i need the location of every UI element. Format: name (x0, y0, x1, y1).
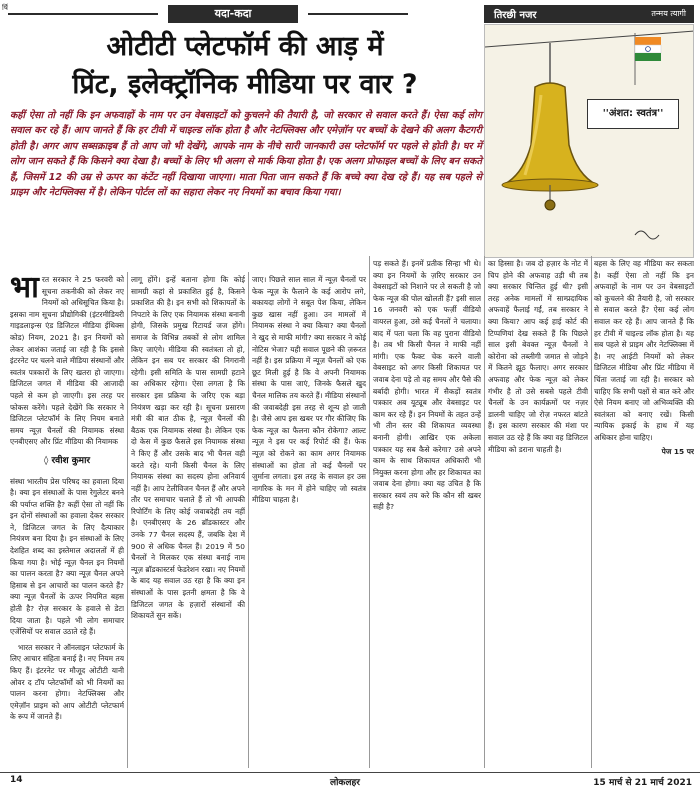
headline-line-2: प्रिंट, इलेक्ट्रॉनिक मीडिया पर वार ? (72, 69, 418, 100)
publication-name: लोकलहर (330, 778, 360, 788)
page-footer (0, 772, 700, 788)
article-column-5 (488, 258, 588, 455)
article-column-4 (373, 258, 481, 513)
bell-flag-drawing (485, 25, 694, 258)
continued-on-page: पेज 15 पर (661, 446, 694, 456)
article-column-2 (131, 274, 245, 622)
column-3-text: जाए। पिछले साल साल में न्यूज़ चैनलों पर फेक न्यूज़ के फैलाने के कई आरोप लगे, बकायदा लोगों ने सबूत पेश किया, लेकिन कुछ खास नहीं हुआ। उन मामलों में नियामक संस्था ने क्या किया? क्या चैनलों ने खुद से माफी मांगी? क्या सरकार ने कोई नोटिस भेजा? यही सवाल पूछने की ज़रूरत नहीं है। इस प्रक्रिया में न्यूज़ चैनलों को एक छूट मिली हुई है कि वे अपनी नियामक संस्था के पास जाएं, जिनके फैसले खुद चैनल मालिक तय करते हैं। मीडिया संस्थानों की जवाबदेही इस तरह से शून्य हो जाती है। जैसे आप इस खबर पर गौर कीजिए कि फेक न्यूज़ का फैलना कौन रोकेगा? आल्ट न्यूज़ ने इस पर कई रिपोर्ट की हैं। फेक न्यूज़ को रोकने का काम अगर नियामक संस्थाओं का होता तो कई चैनलों पर जुर्माना लगता। इस तरह के सवाल हर उस नागरिक के मन में होने चाहिए जो स्वतंत्र मीडिया चाहता है। (252, 275, 366, 505)
lead-paragraph: कहीं ऐसा तो नहीं कि इन अफवाहों के नाम पर उन वेबसाइटों को कुचलने की तैयारी है, जो सरकार से सवाल करते हैं। ऐसा कई लोग सवाल कर रहे हैं। आप जानते हैं कि हर टीवी में चाइल्ड लॉक होता है और नेटफ्लिक्स और एमेज़ॉन पर बच्चों के देखने की अलग कैटगरी होती है। अगर आप सब्सक्राइब हैं तो आप जो भी देखेंगे, आपके नाम के नीचे सारी जानकारी उस प्लेटफॉर्म पर पहले से होती है। घर में लोग जान सकते हैं कि किसने क्या देखा है। बच्चों के लिए भी अलग से मार्क किया होता है। एक अलग प्रोफाइल बच्चों के लिए बन सकते हैं, जिसमें 12 की उम्र से ऊपर का कंटेंट नहीं दिखाया जाएगा। माता पिता जान सकते हैं कि बच्चे क्या देख रहे हैं। यह सब पहले से प्राइम और नेटफ्लिक्स में है। लेकिन पोर्टल लों का सहारा लेकर नए नियमों का बचाव किया गया। (10, 110, 482, 199)
sidebar-mark: र्षि (2, 4, 8, 12)
bell-icon (502, 83, 598, 210)
column-5-text: का हिस्सा है। जब दो हज़ार के नोट में चिप होने की अफवाह उड़ी थी तब क्या सरकार चिन्तित हुई थी? इसी तरह अनेक मामलों में साम्प्रदायिक अफवाहें फैलाई गईं, तब सरकार ने क्या किया? आप कई हाई कोर्ट की टिप्पणियां देख सकते हैं कि पिछले साल इसी बेवक्त न्यूज़ चैनलों ने कोरोना को तब्लीगी जमात से जोड़ने में कितने झूठ फैलाए। अगर सरकार अफवाह और फेक न्यूज़ को लेकर गंभीर है तो उसे सबसे पहले टीवी चैनलों के उन कार्यक्रमों पर नज़र डालनी चाहिए जो रोज़ नफरत बांटते हैं। इस कारण सरकार की मंशा पर सवाल उठ रहे हैं कि क्या वह डिजिटल मीडिया को डराना चाहती है। (488, 259, 588, 454)
article-column-6 (594, 258, 694, 457)
column-divider (248, 272, 249, 768)
headline (10, 28, 480, 104)
issue-date: 15 मार्च से 21 मार्च 2021 (593, 778, 692, 788)
column-divider (484, 256, 485, 768)
column-4-text: पड़ सकते हैं। इनमें प्रतीक सिन्हा भी थे। क्या इन नियमों के ज़रिए सरकार उन वेबसाइटों को निशाने पर ले सकती है जो फेक न्यूज़ की पोल खोलती हैं? इसी साल 16 जनवरी को एक फर्ज़ी वीडियो वायरल हुआ, उसे कई चैनलों ने चलाया। बाद में पता चला कि वह पुराना वीडियो है। तब भी किसी चैनल ने माफी नहीं मांगी। एक फैक्ट चेक करने वाली वेबसाइट को अगर किसी शिकायत पर जवाब देना पड़े तो वह समय और पैसे की बर्बादी होगी। भारत में सैकड़ों स्वतंत्र पत्रकार अब यूट्यूब और वेबसाइट पर काम कर रहे हैं। इन नियमों के तहत उन्हें भी तीन स्तर की शिकायत व्यवस्था बनानी होगी। आखिर एक अकेला पत्रकार यह सब कैसे करेगा? उसे अपने काम के साथ शिकायत अधिकारी भी नियुक्त करना होगा और हर शिकायत का जवाब देना होगा। क्या यह उचित है कि सरकार स्वयं तय करे कि कौन सी खबर सही है? (373, 259, 481, 512)
cartoon-illustration (484, 24, 694, 258)
column-1-paragraph-2: भारत सरकार ने ऑनलाइन प्लेटफार्म के लिए आचार संहिता बनाई है। नए नियम तय किए हैं। इंटरनेट पर मौजूद ओटीटी यानी ओवर द टॉप प्लेटफॉर्मों को भी नियमों का पालन करना होगा। नेटफ्लिक्स और एमेज़ॉन प्राइम को आप ओटीटी प्लेटफार्म के रूप में जानते हैं। (10, 642, 124, 722)
column-divider (127, 272, 128, 768)
cartoon-author: तन्मय त्यागी (651, 9, 686, 18)
tricolor-flag-icon (635, 33, 661, 85)
cartoon-section-header (484, 5, 694, 23)
headline-line-1: ओटीटी प्लेटफॉर्म की आड़ में (106, 31, 384, 62)
article-column-3 (252, 274, 366, 506)
column-2-text: लागू होंगे। इन्हें बताना होगा कि कोई सामग्री कहां से प्रकाशित हुई है, किसने प्रकाशित की है। इन सभी को शिकायतों के निपटारे के लिए एक नियामक संस्था बनानी होगी, जिसके प्रमुख रिटायर्ड जज होंगे। समाज के विभिन्न तबकों से लोग शामिल किए जाएंगे। मीडिया की स्वतंत्रता तो हो, लेकिन इन सब पर सरकार की निगरानी रहेगी। इसी समिति के पास सामग्री हटाने का अधिकार रहेगा। ऐसा लगता है कि सरकार इस प्रक्रिया के जरिए एक बड़ा नियंत्रण खड़ा कर रही है। सूचना प्रसारण मंत्री की बात ठीक है, न्यूज़ चैनलों की बैठक एक नियामक संस्था है। लेकिन एक दो केस में कुछ फैसले इस नियामक संस्था ने किए हैं और उसके बाद भी चैनल वही करते रहे। यानी किसी चैनल के लिए नियामक संस्था का सदस्य होना अनिवार्य नहीं है। आप टेलीविजन चैनल हैं और अपने तौर पर समाचार चलाते हैं तो भी आपकी रिपोर्टिंग के लिए कोई जवाबदेही तय नहीं है। एनबीएसए के 26 ब्रॉडकास्टर और उनके 77 चैनल सदस्य हैं, जबकि देश में 900 से अधिक चैनल हैं। 2019 में 50 चैनलों ने मिलकर एक संस्था बनाई नाम न्यूज़ ब्रॉडकास्टर्स फेडरेशन रखा। नए नियमों के बाद यह सवाल उठ रहा है कि क्या इन संस्थाओं के पास इतनी क्षमता है कि वे डिजिटल जगत के हज़ारों संस्थानों की शिकायतें सुन सकें। (131, 275, 245, 621)
page-number: 14 (10, 775, 23, 785)
column-1-body: संस्था भारतीय प्रेस परिषद का हवाला दिया है। क्या इन संस्थाओं के पास रेगुलेटर बनने की पर्याप्त शक्ति है? कहीं ऐसा तो नहीं कि इन दोनों संस्थाओं का हवाला देकर सरकार ने, डिजिटल जगत के लिए दैत्याकार नियंत्रण बना दिया है। इन संस्थाओं के लिए देशहित शब्द का इस्तेमाल अदालतों में ही किया गया है। भोई न्यूज़ चैनल इन नियमों का पालन करता है? क्या न्यूज़ चैनल अपने हिसाब से इन आचारों का पालन करते हैं? क्या न्यूज़ चैनलों के ऊपर नियमित बहस होती है? रोज़ सरकार के हवाले से डेटा दिया जाता है। पहले भी लोग समाचार एजेंसियों पर सवाल उठाते रहे हैं। (10, 476, 124, 637)
article-column-1 (10, 274, 124, 723)
drop-cap: भा (10, 274, 39, 305)
cartoon-section-title: तिरछी नजर (494, 10, 537, 21)
column-divider (591, 256, 592, 768)
section-label: यदा-कदा (168, 5, 298, 23)
column-divider (369, 256, 370, 768)
column-1-intro: रत सरकार ने 25 फरवरी को सूचना तकनीकी को लेकर नए नियमों को अधिसूचित किया है। इसका नाम सूचना प्रौद्योगिकी (इंटरमीडियरी गाइडलाइन्स एंड डिजिटल मीडिया ईथिक्स कोड) नियम, 2021 है। इन नियमों को लेकर आशंका जताई जा रही है कि इससे इंटरनेट पर चलने वाले मीडिया संस्थानों और स्वतंत्र पत्रकारों के लिए खतरा हो जाएगा। डिजिटल जगत में मीडिया की आजादी पहले से कम हो जाएगी। इस तरह पर फोकस करेंगे। पहले देखेंगे कि सरकार ने डिजिटल प्लेटफॉर्म के लिए नियम बनाते समय न्यूज़ चैनलों की नियामक संस्था एनबीएसए और प्रिंट मीडिया की नियामक (10, 275, 124, 447)
author-byline: ◊ रवीश कुमार (43, 455, 91, 466)
cartoon-caption: ''अंशत: स्वतंत्र'' (587, 99, 679, 129)
column-6-text: बहस के लिए वह मीडिया कर सकता है। कहीं ऐसा तो नहीं कि इन अफवाहों के नाम पर उन वेबसाइटों को कुचलने की तैयारी है, जो सरकार से सवाल करते हैं? ऐसा कई लोग सवाल कर रहे हैं। आप जानते हैं कि हर टीवी में चाइल्ड लॉक होता है। यह सब पहले से प्राइम और नेटफ्लिक्स में है। नए आईटी नियमों को लेकर डिजिटल मीडिया और प्रिंट मीडिया में चिंता जताई जा रही है। सरकार को चाहिए कि सभी पक्षों से बात करे और ऐसे नियम बनाए जो अभिव्यक्ति की स्वतंत्रता को बनाए रखें। किसी न्यायिक इकाई के हाथ में यह अधिकार होना चाहिए। (594, 259, 694, 442)
